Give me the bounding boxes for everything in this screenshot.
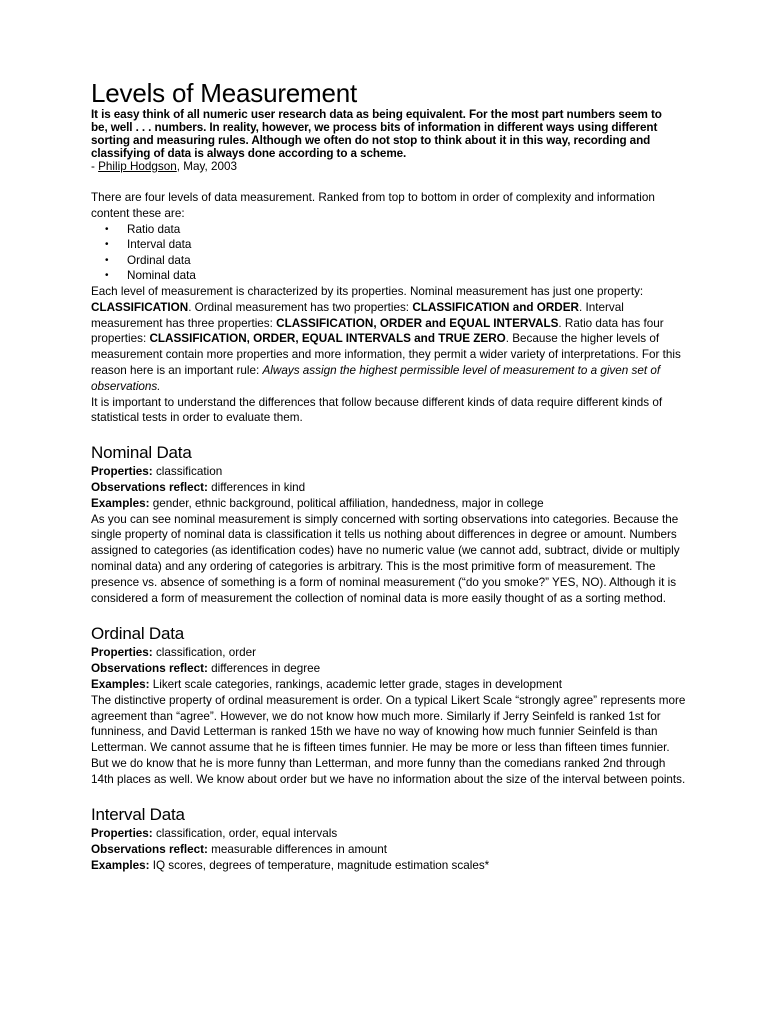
bullet-icon: •: [105, 239, 109, 251]
section-heading: Nominal Data: [91, 443, 192, 463]
bold-run: CLASSIFICATION and ORDER: [412, 300, 579, 314]
section-properties: [91, 645, 691, 661]
list-item-label: Nominal data: [127, 269, 196, 283]
bullet-icon: •: [105, 270, 109, 282]
properties-paragraph: [91, 284, 687, 395]
list-item: [105, 237, 691, 253]
section-body: As you can see nominal measurement is simply concerned with sorting observations into categories. Because the single property of nominal data is classification it tells us nothing about differences in degree or amount. Numbers assigned to categories (as identification codes) have no numeric value (we cannot add, subtract, divide or multiply nominal data) and any ordering of categories is arbitrary. This is the most primitive form of measurement. The presence vs. absence of something is a form of nominal measurement (“do you smoke?” YES, NO). Although it is considered a form of measurement the collection of nominal data is more easily thought of as a sorting method.: [91, 512, 680, 605]
list-item: [105, 253, 691, 269]
label: Properties:: [91, 646, 153, 660]
section-heading: Interval Data: [91, 805, 185, 825]
list-item-label: Interval data: [127, 238, 192, 252]
list-item-label: Ordinal data: [127, 253, 191, 267]
section-observations: [91, 480, 691, 496]
value: classification: [152, 465, 223, 479]
list-item: [105, 268, 691, 284]
label: Properties:: [91, 827, 153, 841]
value: gender, ethnic background, political affiliation, handedness, major in college: [149, 496, 544, 510]
section-examples: [91, 496, 691, 512]
text-run: . Ratio data has four properties:: [91, 316, 664, 346]
text-run: . Interval measurement has three properties:: [91, 300, 624, 330]
text-run: . Ordinal measurement has two properties:: [188, 300, 413, 314]
section-body: The distinctive property of ordinal measurement is order. On a typical Likert Scale “strongly agree” represents more agreement than “agree”. However, we do not know how much more. Similarly if Jerry Seinfeld is ranked 1st for funniness, and David Letterman is ranked 15th we have no way of knowing how much funnier Seinfeld is than Letterman. We cannot assume that he is fifteen times funnier. He may be more or less than fifteen times funnier. But we do know that he is more funny than Letterman, and more funny than the comedians ranked 2nd through 14th places as well. We know about order but we have no information about the size of the interval between points.: [91, 693, 686, 786]
value: classification, order: [152, 646, 256, 660]
section-examples: [91, 858, 691, 874]
label: Observations reflect:: [91, 480, 208, 494]
label: Examples:: [91, 859, 150, 873]
value: measurable differences in amount: [207, 843, 388, 857]
label: Examples:: [91, 496, 150, 510]
section-properties: [91, 464, 691, 480]
differences-paragraph: It is important to understand the differences that follow because different kinds of data require different kinds of statistical tests in order to evaluate them.: [91, 395, 663, 425]
opening-quote: It is easy think of all numeric user research data as being equivalent. For the most part numbers seem to be, well . . . numbers. In reality, however, we process bits of information in different ways using different sorting and measuring rules. Although we often do not stop to think about it in this way, recording and classifying of data is always done according to a scheme.: [91, 108, 662, 160]
list-item: [105, 222, 691, 238]
value: differences in degree: [207, 662, 321, 676]
value: differences in kind: [207, 480, 306, 494]
bold-run: CLASSIFICATION, ORDER, EQUAL INTERVALS and TRUE ZERO: [149, 332, 506, 346]
section-observations: [91, 842, 691, 858]
list-item-label: Ratio data: [127, 222, 181, 236]
document-content: [91, 78, 691, 874]
section-heading: Ordinal Data: [91, 624, 185, 644]
intro-paragraph: There are four levels of data measurement. Ranked from top to bottom in order of complexity and information content these are:: [91, 191, 655, 220]
value: IQ scores, degrees of temperature, magnitude estimation scales*: [149, 859, 490, 873]
section-nominal: [91, 442, 691, 606]
value: classification, order, equal intervals: [152, 827, 338, 841]
label: Properties:: [91, 465, 153, 479]
label: Observations reflect:: [91, 843, 208, 857]
section-properties: [91, 826, 691, 842]
label: Observations reflect:: [91, 662, 208, 676]
section-interval: [91, 804, 691, 873]
attribution-date: , May, 2003: [176, 160, 237, 173]
section-observations: [91, 661, 691, 677]
section-examples: [91, 677, 691, 693]
bold-run: CLASSIFICATION, ORDER and EQUAL INTERVALS: [276, 316, 559, 330]
italic-rule: Always assign the highest permissible level of measurement to a given set of observations.: [91, 363, 661, 393]
bullet-icon: •: [105, 254, 109, 266]
author-link[interactable]: Philip Hodgson: [98, 160, 177, 173]
quote-attribution: [91, 160, 691, 174]
attribution-prefix: -: [91, 160, 99, 173]
page-title: Levels of Measurement: [91, 78, 358, 108]
text-run: Each level of measurement is characterized by its properties. Nominal measurement has just one property:: [91, 284, 644, 298]
value: Likert scale categories, rankings, academic letter grade, stages in development: [149, 677, 562, 691]
label: Examples:: [91, 677, 150, 691]
levels-list: [91, 222, 691, 284]
bold-run: CLASSIFICATION: [91, 300, 189, 314]
section-ordinal: [91, 623, 691, 787]
bullet-icon: •: [105, 223, 109, 235]
text-run: . Because the higher levels of measurement contain more properties and more information, they permit a wider variety of interpretations. For this reason here is an important rule:: [91, 332, 681, 377]
